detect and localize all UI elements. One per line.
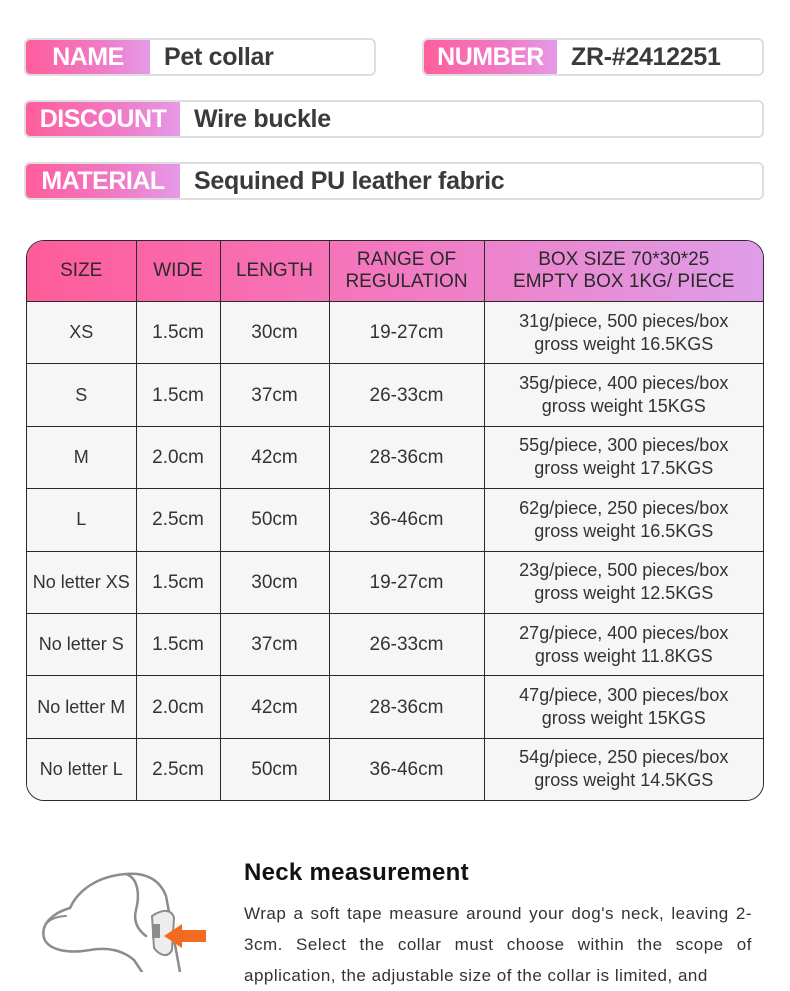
box-line-gross-weight: gross weight 12.5KGS — [534, 583, 714, 604]
box-cell — [484, 676, 763, 738]
wide-cell: 2.5cm — [136, 738, 220, 800]
table-row — [27, 551, 763, 613]
wide-cell: 1.5cm — [136, 613, 220, 675]
box-line-gross-weight: gross weight 16.5KGS — [534, 520, 714, 541]
table-row — [27, 738, 763, 800]
table-row — [27, 426, 763, 488]
neck-measurement-text: Wrap a soft tape measure around your dog's neck, leaving 2-3cm. Select the collar must choose within the scope of application, the adjustable size of the collar is limited, and — [244, 904, 752, 985]
length-cell: 30cm — [220, 551, 329, 613]
box-line-gross-weight: gross weight 11.8KGS — [534, 645, 713, 666]
length-cell: 37cm — [220, 364, 329, 426]
wide-cell: 2.0cm — [136, 426, 220, 488]
length-cell: 50cm — [220, 489, 329, 551]
length-cell: 50cm — [220, 738, 329, 800]
size-cell: No letter L — [27, 738, 136, 800]
box-line-pieces: 47g/piece, 300 pieces/box — [519, 685, 729, 706]
number-value: ZR-#2412251 — [571, 42, 721, 71]
wide-cell: 1.5cm — [136, 302, 220, 364]
table-row — [27, 364, 763, 426]
box-line-pieces: 31g/piece, 500 pieces/box — [519, 310, 729, 331]
header-box-size: BOX SIZE 70*30*25 EMPTY BOX 1KG/ PIECE — [484, 241, 763, 302]
length-cell: 37cm — [220, 613, 329, 675]
box-line-pieces: 62g/piece, 250 pieces/box — [519, 497, 729, 518]
discount-field — [24, 100, 764, 138]
range-cell: 19-27cm — [329, 302, 484, 364]
box-line-pieces: 55g/piece, 300 pieces/box — [519, 435, 729, 456]
range-cell: 19-27cm — [329, 551, 484, 613]
box-line-pieces: 23g/piece, 500 pieces/box — [519, 560, 729, 581]
number-field — [422, 38, 764, 76]
wide-cell: 2.0cm — [136, 676, 220, 738]
discount-label: DISCOUNT — [26, 102, 180, 136]
box-line-gross-weight: gross weight 14.5KGS — [534, 770, 714, 791]
length-cell: 42cm — [220, 426, 329, 488]
size-table — [26, 240, 764, 801]
box-line-gross-weight: gross weight 15KGS — [541, 708, 706, 729]
discount-value: Wire buckle — [194, 104, 331, 133]
range-cell: 36-46cm — [329, 738, 484, 800]
material-field — [24, 162, 764, 200]
box-line-pieces: 35g/piece, 400 pieces/box — [519, 373, 729, 394]
header-size: SIZE — [27, 241, 136, 302]
number-label: NUMBER — [424, 40, 557, 74]
range-cell: 26-33cm — [329, 613, 484, 675]
header-range: RANGE OF REGULATION — [329, 241, 484, 302]
box-cell — [484, 551, 763, 613]
range-cell: 26-33cm — [329, 364, 484, 426]
box-line-pieces: 27g/piece, 400 pieces/box — [519, 622, 729, 643]
wide-cell: 2.5cm — [136, 489, 220, 551]
header-wide: WIDE — [136, 241, 220, 302]
name-value: Pet collar — [164, 42, 274, 71]
table-row — [27, 613, 763, 675]
size-cell: L — [27, 489, 136, 551]
size-cell: No letter M — [27, 676, 136, 738]
wide-cell: 1.5cm — [136, 364, 220, 426]
wide-cell: 1.5cm — [136, 551, 220, 613]
box-line-gross-weight: gross weight 16.5KGS — [534, 333, 714, 354]
name-label: NAME — [26, 40, 150, 74]
table-row — [27, 676, 763, 738]
range-cell: 36-46cm — [329, 489, 484, 551]
length-cell: 42cm — [220, 676, 329, 738]
box-line-gross-weight: gross weight 17.5KGS — [534, 458, 714, 479]
size-cell: M — [27, 426, 136, 488]
size-cell: No letter XS — [27, 551, 136, 613]
table-row — [27, 489, 763, 551]
box-cell — [484, 738, 763, 800]
length-cell: 30cm — [220, 302, 329, 364]
box-cell — [484, 613, 763, 675]
table-header-row — [27, 241, 763, 302]
name-field — [24, 38, 376, 76]
range-cell: 28-36cm — [329, 676, 484, 738]
size-cell: S — [27, 364, 136, 426]
range-cell: 28-36cm — [329, 426, 484, 488]
material-label: MATERIAL — [26, 164, 180, 198]
dog-neck-illustration-icon — [34, 850, 214, 972]
box-cell — [484, 302, 763, 364]
box-line-pieces: 54g/piece, 250 pieces/box — [519, 747, 729, 768]
header-length: LENGTH — [220, 241, 329, 302]
box-line-gross-weight: gross weight 15KGS — [541, 396, 706, 417]
size-cell: XS — [27, 302, 136, 364]
box-cell — [484, 426, 763, 488]
material-value: Sequined PU leather fabric — [194, 166, 505, 195]
neck-measurement-title: Neck measurement — [244, 859, 469, 886]
table-row — [27, 302, 763, 364]
box-cell — [484, 364, 763, 426]
size-cell: No letter S — [27, 613, 136, 675]
box-cell — [484, 489, 763, 551]
neck-measurement-section — [0, 830, 790, 985]
